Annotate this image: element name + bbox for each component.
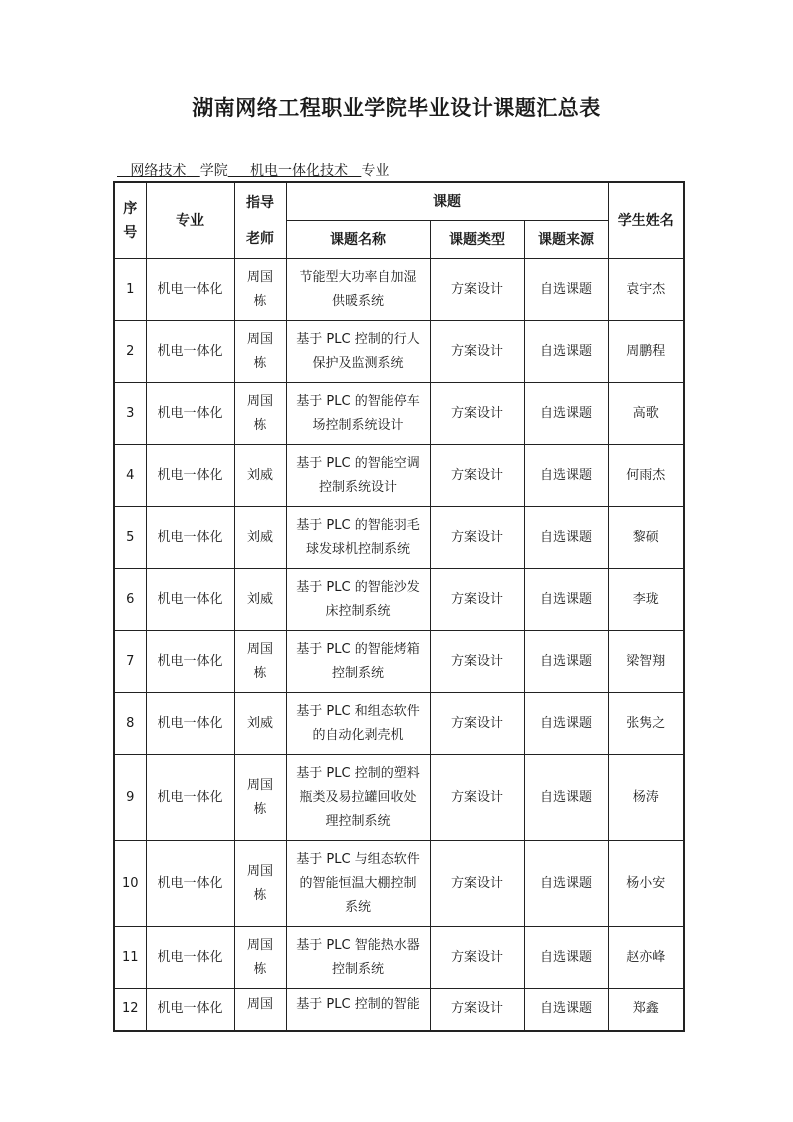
row-number: 11 [114, 927, 146, 989]
row-topic-name: 基于 PLC 控制的行人 保护及监测系统 [286, 321, 430, 383]
row-advisor: 周国 栋 [234, 631, 286, 693]
table-row [114, 507, 684, 569]
row-major: 机电一体化 [146, 755, 234, 841]
col-header-topic-source: 课题来源 [524, 221, 608, 259]
row-topic-type: 方案设计 [430, 507, 524, 569]
row-topic-type: 方案设计 [430, 321, 524, 383]
row-topic-type: 方案设计 [430, 259, 524, 321]
row-number: 10 [114, 841, 146, 927]
row-topic-source: 自选课题 [524, 693, 608, 755]
table-row [114, 693, 684, 755]
department-line [117, 160, 389, 180]
row-number: 8 [114, 693, 146, 755]
row-student-name: 黎硕 [608, 507, 684, 569]
row-topic-type: 方案设计 [430, 383, 524, 445]
row-topic-source: 自选课题 [524, 507, 608, 569]
row-topic-name: 基于 PLC 的智能停车 场控制系统设计 [286, 383, 430, 445]
col-header-no: 序 号 [114, 182, 146, 259]
table-row [114, 755, 684, 841]
row-number: 1 [114, 259, 146, 321]
row-topic-source: 自选课题 [524, 755, 608, 841]
row-student-name: 高歌 [608, 383, 684, 445]
college-name: 网络技术 [130, 163, 187, 179]
row-advisor: 周国 栋 [234, 755, 286, 841]
college-suffix: 学院 [199, 163, 228, 179]
row-topic-source: 自选课题 [524, 569, 608, 631]
row-student-name: 何雨杰 [608, 445, 684, 507]
table-row [114, 569, 684, 631]
row-number: 5 [114, 507, 146, 569]
row-advisor: 刘威 [234, 507, 286, 569]
table-row [114, 927, 684, 989]
table-row [114, 383, 684, 445]
major-name: 机电一体化技术 [249, 163, 348, 179]
col-header-topic-type: 课题类型 [430, 221, 524, 259]
row-topic-name: 基于 PLC 的智能空调 控制系统设计 [286, 445, 430, 507]
row-major: 机电一体化 [146, 321, 234, 383]
row-advisor: 周国 栋 [234, 321, 286, 383]
table-row [114, 841, 684, 927]
row-student-name: 赵亦峰 [608, 927, 684, 989]
col-header-major: 专业 [146, 182, 234, 259]
col-header-topic-name: 课题名称 [286, 221, 430, 259]
row-student-name: 张隽之 [608, 693, 684, 755]
row-major: 机电一体化 [146, 927, 234, 989]
col-header-advisor: 指导 老师 [234, 182, 286, 259]
row-topic-name: 基于 PLC 控制的智能 [286, 989, 430, 1031]
col-header-topic-group: 课题 [286, 182, 608, 221]
row-major: 机电一体化 [146, 631, 234, 693]
row-topic-source: 自选课题 [524, 383, 608, 445]
page-title: 湖南网络工程职业学院毕业设计课题汇总表 [192, 96, 601, 120]
row-student-name: 李珑 [608, 569, 684, 631]
row-major: 机电一体化 [146, 989, 234, 1031]
row-topic-name: 基于 PLC 的智能烤箱 控制系统 [286, 631, 430, 693]
row-advisor: 周国 栋 [234, 383, 286, 445]
row-advisor: 刘威 [234, 693, 286, 755]
table-row [114, 259, 684, 321]
row-student-name: 杨小安 [608, 841, 684, 927]
row-topic-type: 方案设计 [430, 445, 524, 507]
row-student-name: 袁宇杰 [608, 259, 684, 321]
row-number: 6 [114, 569, 146, 631]
row-topic-type: 方案设计 [430, 755, 524, 841]
row-major: 机电一体化 [146, 693, 234, 755]
row-advisor: 周国 栋 [234, 259, 286, 321]
row-topic-name: 基于 PLC 的智能沙发 床控制系统 [286, 569, 430, 631]
row-student-name: 郑鑫 [608, 989, 684, 1031]
col-header-student: 学生姓名 [608, 182, 684, 259]
table-row [114, 989, 684, 1031]
row-major: 机电一体化 [146, 383, 234, 445]
row-major: 机电一体化 [146, 259, 234, 321]
row-major: 机电一体化 [146, 569, 234, 631]
row-number: 2 [114, 321, 146, 383]
row-advisor: 刘威 [234, 569, 286, 631]
topic-summary-table [113, 181, 685, 1032]
row-student-name: 杨涛 [608, 755, 684, 841]
row-topic-type: 方案设计 [430, 693, 524, 755]
row-number: 9 [114, 755, 146, 841]
row-topic-type: 方案设计 [430, 841, 524, 927]
row-number: 7 [114, 631, 146, 693]
row-topic-name: 节能型大功率自加湿 供暖系统 [286, 259, 430, 321]
row-topic-source: 自选课题 [524, 927, 608, 989]
row-topic-type: 方案设计 [430, 569, 524, 631]
row-topic-type: 方案设计 [430, 989, 524, 1031]
row-topic-name: 基于 PLC 与组态软件 的智能恒温大棚控制 系统 [286, 841, 430, 927]
row-topic-source: 自选课题 [524, 841, 608, 927]
row-major: 机电一体化 [146, 507, 234, 569]
row-number: 3 [114, 383, 146, 445]
row-topic-type: 方案设计 [430, 927, 524, 989]
row-major: 机电一体化 [146, 841, 234, 927]
row-advisor: 周国 栋 [234, 927, 286, 989]
row-topic-source: 自选课题 [524, 989, 608, 1031]
row-topic-source: 自选课题 [524, 631, 608, 693]
row-advisor: 周国 [234, 989, 286, 1031]
row-topic-name: 基于 PLC 和组态软件 的自动化剥壳机 [286, 693, 430, 755]
table-row [114, 631, 684, 693]
row-topic-source: 自选课题 [524, 321, 608, 383]
row-topic-type: 方案设计 [430, 631, 524, 693]
row-student-name: 梁智翔 [608, 631, 684, 693]
row-number: 4 [114, 445, 146, 507]
row-advisor: 周国 栋 [234, 841, 286, 927]
major-suffix: 专业 [361, 163, 390, 179]
row-topic-name: 基于 PLC 智能热水器 控制系统 [286, 927, 430, 989]
row-advisor: 刘威 [234, 445, 286, 507]
row-student-name: 周鹏程 [608, 321, 684, 383]
row-topic-name: 基于 PLC 的智能羽毛 球发球机控制系统 [286, 507, 430, 569]
row-topic-source: 自选课题 [524, 445, 608, 507]
table-row [114, 445, 684, 507]
row-topic-name: 基于 PLC 控制的塑料 瓶类及易拉罐回收处 理控制系统 [286, 755, 430, 841]
row-number: 12 [114, 989, 146, 1031]
row-topic-source: 自选课题 [524, 259, 608, 321]
row-major: 机电一体化 [146, 445, 234, 507]
table-row [114, 321, 684, 383]
